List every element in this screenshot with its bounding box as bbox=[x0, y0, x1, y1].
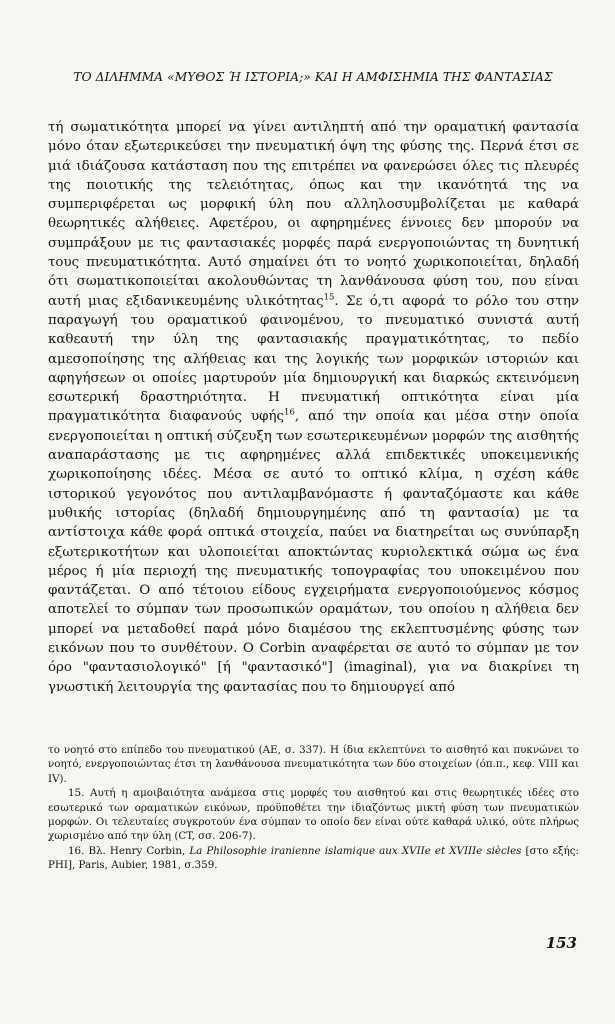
footnote-16-text-a: 16. Βλ. Henry Corbin, bbox=[68, 844, 190, 857]
footnote-16-text-b: [στο εξής: PHI], Paris, Aubier, 1981, σ.359. bbox=[48, 844, 579, 872]
body-segment-2: . Σε ό,τι αφορά το ρόλο του στην παραγωγή του οραματικού φαινομένου, το πνευματικό συνιστά αυτή καθεαυτή την ύλη της φαντασιακής πραγματικότητας, το πεδίο αμεσοποίησης της αλήθειας και της λογικής των μορφικών ιστοριών και αφηγήσεων οι οποίες μαρτυρούν μία δημιουργική και διαρκώς εκτεινόμενη εσωτερική δραστηριότητα. Η πνευματική οπτικότητα είναι μία πραγματικότητα διαφανούς υφής bbox=[48, 293, 580, 425]
body-segment-3: , από την οποία και μέσα στην οποία ενεργοποιείται η οπτική σύζευξη των εσωτερικευμένων μορφών της αισθητής αναπαράστασης με τις αφηρημένες αλλά επιδεκτικές υποκειμενικής χωρικοποίησης ιδέες. Μέσα σε αυτό το οπτικό κλίμα, η σχέση κάθε ιστορικού γεγονότος που αντιλαμβανόμαστε ή φανταζόμαστε και κάθε μυθικής ιστορίας (δηλαδή δημιουργημένης από τη φαντασία) με τα αντίστοιχα κάθε φορά οπτικά στοιχεία, παύει να διατηρείται ως συνύπαρξη εξωτερικοτήτων και υλοποιείται αποκτώντας κυριολεκτικά σώμα ως ένα μέρος ή μία περιοχή της πνευματικής τοπογραφίας του υποκειμένου που φαντάζεται. Ο από τέτοιου είδους εγχειρήματα ενεργοποιούμενος κόσμος αποτελεί το σύμπαν των προσωπικών οραμάτων, του οποίου η αλήθεια δεν μπορεί να μεταδοθεί παρά μόνο διαμέσου της εκλεπτυσμένης φύσης των εικόνων που το συνθέτουν. Ο Corbin αναφέρεται σε αυτό το σύμπαν με τον όρο "φαντασιολογικό" [ή "φαντασικό"] (imaginal), για να διακρίνει τη γνωστική λειτουργία της φαντασίας που το δημιουργεί από bbox=[48, 409, 579, 695]
footnote-16-book-title: La Philosophie iranienne islamique aux XVIIe et XVIIIe siècles bbox=[189, 844, 522, 857]
page-number: 153 bbox=[545, 934, 577, 952]
footnotes bbox=[48, 743, 579, 873]
body-segment-1: τή σωματικότητα μπορεί να γίνει αντιληπτή από την οραματική φαντασία μόνο όταν εξωτερικεύσει την πνευματική όψη της φύσης της. Περνά έτσι σε μιά ιδιάζουσα κατάσταση που της επιτρέπει να φανερώσει όλες τις πλευρές της ποιοτικής της τελειότητας, όπως και την ικανότητά της να συμπεριφέρεται ως μορφική ύλη που αλληλοσυμβολίζεται με καθαρά θεωρητικές αλήθειες. Αφετέρου, οι αφηρημένες έννοιες δεν μπορούν να συμπράξουν με τις φαντασιακές μορφές παρά ενεργοποιώντας τη δυνητική τους πνευματικότητα. Αυτό σημαίνει ότι το νοητό χωρικοποιείται, δηλαδή ότι σωματικοποιείται ακολουθώντας τη λανθάνουσα φύση του, που είναι αυτή μιας εξιδανικευμένης υλικότητας bbox=[48, 120, 579, 309]
main-text bbox=[48, 118, 579, 697]
footnote-ref-15: 15 bbox=[323, 292, 335, 303]
footnote-ref-16: 16 bbox=[284, 407, 295, 418]
running-head: ΤΟ ΔΙΛΗΜΜΑ «ΜΥΘΟΣ Ή ΙΣΤΟΡΙΑ;» ΚΑΙ Η ΑΜΦΙΣΗΜΙΑ ΤΗΣ ΦΑΝΤΑΣΙΑΣ bbox=[73, 70, 553, 84]
footnote-15: 15. Αυτή η αμοιβαιότητα ανάμεσα στις μορφές του αισθητού και στις θεωρητικές ιδέες στο εσωτερικό των οραματικών εικόνων, προϋποθέτει την ιδιαζόντως μικτή φύση των πνευματικών μορφών. Οι τελευταίες συγκροτούν ένα σύμπαν το οποίο δεν είναι ούτε καθαρά υλικό, ούτε πλήρως χωρισμένο από την ύλη (CT, σσ. 206-7). bbox=[48, 787, 579, 843]
footnote-16 bbox=[48, 844, 579, 873]
footnote-continued: το νοητό στο επίπεδο του πνευματικού (ΑΕ, σ. 337). Η ίδια εκλεπτύνει το αισθητό και πυκνώνει το νοητό, ενεργοποιώντας έτσι τη λανθάνουσα πνευματικότητα των δύο στοιχείων (όπ.π., κεφ. VIII και IV). bbox=[48, 744, 579, 785]
